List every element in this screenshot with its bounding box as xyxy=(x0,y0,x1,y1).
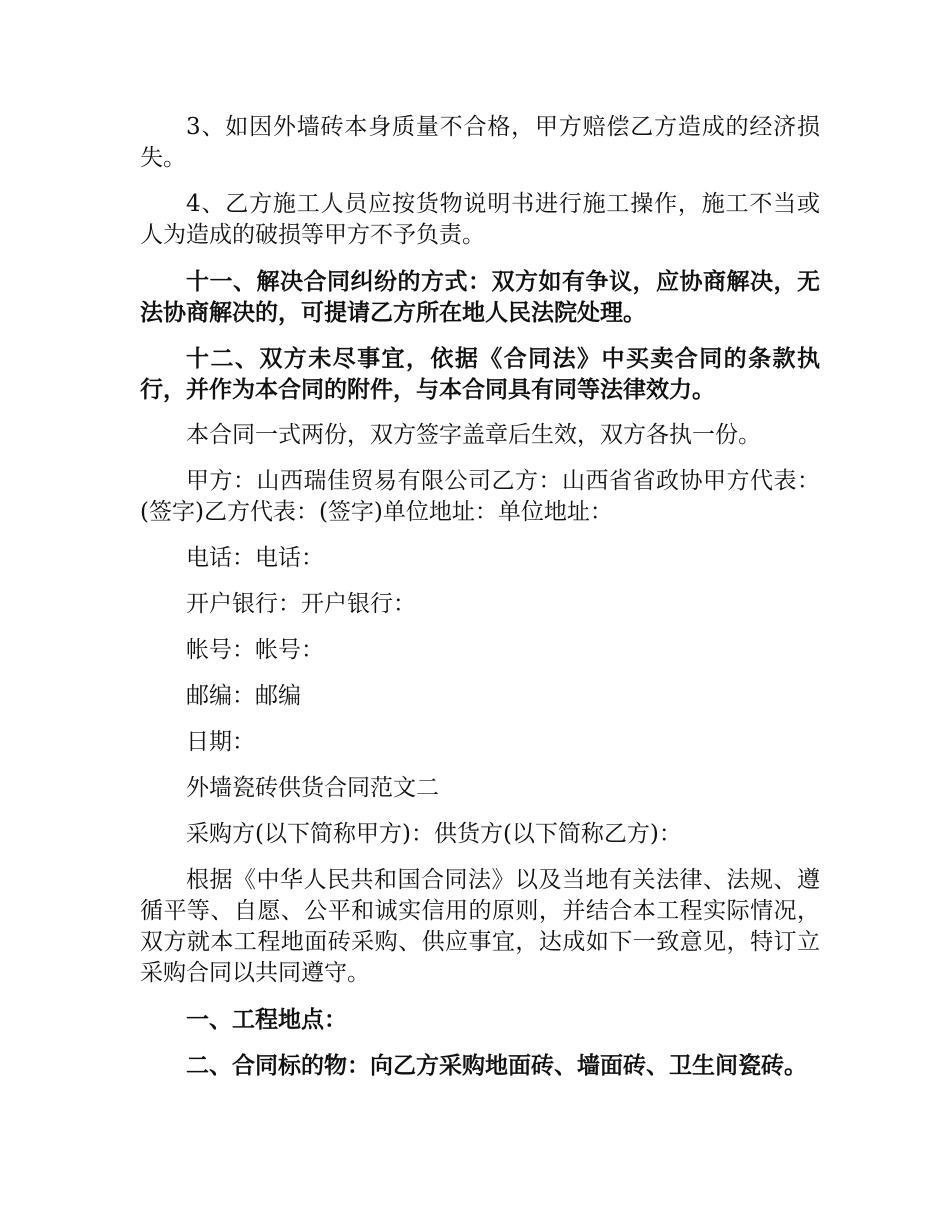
phone-line: 电话：电话： xyxy=(186,545,324,571)
section-2-subject: 二、合同标的物：向乙方采购地面砖、墙面砖、卫生间瓷砖。 xyxy=(186,1052,807,1079)
parties-signature: 甲方：山西瑞佳贸易有限公司乙方：山西省省政协甲方代表：(签字)乙方代表：(签字)单位地址：单位地址： xyxy=(140,468,820,525)
copies-statement: 本合同一式两份，双方签字盖章后生效，双方各执一份。 xyxy=(186,422,761,448)
bank-line: 开户银行：开户银行： xyxy=(186,591,416,617)
account-line: 帐号：帐号： xyxy=(186,637,324,663)
clause-12-other-matters: 十二、双方未尽事宜，依据《合同法》中买卖合同的条款执行，并作为本合同的附件，与本合同具有同等法律效力。 xyxy=(140,345,820,403)
date-line: 日期： xyxy=(186,729,255,755)
postcode-line: 邮编：邮编 xyxy=(186,683,301,709)
preamble: 根据《中华人民共和国合同法》以及当地有关法律、法规、遵循平等、自愿、公平和诚实信用的原则，并结合本工程实际情况，双方就本工程地面砖采购、供应事宜，达成如下一致意见，特订立采购合同以共同遵守。 xyxy=(140,867,820,986)
clause-3-compensation: 3、如因外墙砖本身质量不合格，甲方赔偿乙方造成的经济损失。 xyxy=(140,114,820,171)
clause-11-disputes: 十一、解决合同纠纷的方式：双方如有争议，应协商解决，无法协商解决的，可提请乙方所在地人民法院处理。 xyxy=(140,268,820,326)
buyer-supplier-line: 采购方(以下简称甲方)：供货方(以下简称乙方)： xyxy=(186,821,682,847)
section-1-location: 一、工程地点： xyxy=(186,1006,347,1033)
document-page xyxy=(140,112,820,1096)
clause-4-construction: 4、乙方施工人员应按货物说明书进行施工操作，施工不当或人为造成的破损等甲方不予负责。 xyxy=(140,191,820,248)
sample-two-title: 外墙瓷砖供货合同范文二 xyxy=(186,775,439,801)
